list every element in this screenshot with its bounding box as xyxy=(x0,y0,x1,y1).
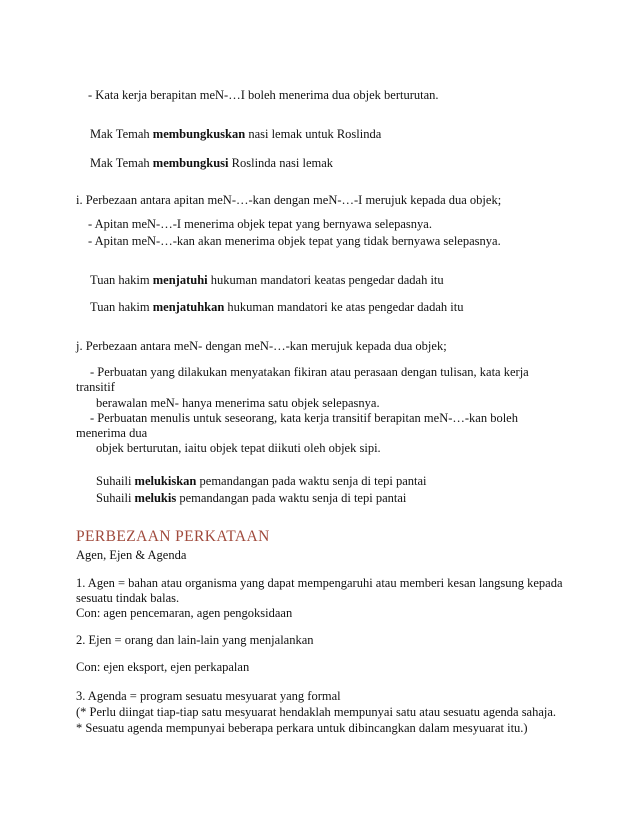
example-prefix: Suhaili xyxy=(96,491,135,505)
point-line: berawalan meN- hanya menerima satu objek selepasnya. xyxy=(96,396,380,410)
section-subtitle: Agen, Ejen & Agenda xyxy=(76,548,187,562)
example-prefix: Tuan hakim xyxy=(90,300,153,314)
example-line xyxy=(90,127,381,142)
example-suffix: hukuman mandatori keatas pengedar dadah itu xyxy=(207,273,444,287)
example-suffix: Roslinda nasi lemak xyxy=(228,156,334,170)
point-line: - Apitan meN-…-I menerima objek tepat yang bernyawa selepasnya. xyxy=(88,217,432,231)
definition-line: sesuatu tindak balas. xyxy=(76,591,180,605)
section-heading: PERBEZAAN PERKATAAN xyxy=(76,528,270,545)
example-line xyxy=(90,273,444,288)
example-line xyxy=(90,300,463,315)
example-prefix: Tuan hakim xyxy=(90,273,153,287)
point-line: - Perbuatan menulis untuk seseorang, kata kerja transitif berapitan meN-…-kan boleh xyxy=(90,411,518,425)
definition-line: 2. Ejen = orang dan lain-lain yang menjalankan xyxy=(76,633,314,647)
example-verb: membungkuskan xyxy=(152,127,246,141)
example-line: Con: agen pencemaran, agen pengoksidaan xyxy=(76,606,293,620)
example-verb: menjatuhkan xyxy=(152,300,225,314)
point-line: - Perbuatan yang dilakukan menyatakan fikiran atau perasaan dengan tulisan, kata kerja xyxy=(90,365,529,379)
note-line: * Sesuatu agenda mempunyai beberapa perkara untuk dibincangkan dalam mesyuarat itu.) xyxy=(76,721,528,735)
point-line: objek berturutan, iaitu objek tepat diikuti oleh objek sipi. xyxy=(96,441,381,455)
point-line: menerima dua xyxy=(76,426,148,440)
example-verb: melukiskan xyxy=(134,474,197,488)
example-suffix: hukuman mandatori ke atas pengedar dadah itu xyxy=(224,300,464,314)
example-verb: membungkusi xyxy=(152,156,229,170)
example-verb: melukis xyxy=(134,491,177,505)
definition-line: 3. Agenda = program sesuatu mesyuarat yang formal xyxy=(76,689,341,703)
note-line: - Kata kerja berapitan meN-…I boleh menerima dua objek berturutan. xyxy=(88,88,439,102)
example-verb: menjatuhi xyxy=(152,273,208,287)
example-line xyxy=(96,474,427,489)
example-suffix: nasi lemak untuk Roslinda xyxy=(245,127,382,141)
example-line: Con: ejen eksport, ejen perkapalan xyxy=(76,660,250,674)
example-prefix: Suhaili xyxy=(96,474,135,488)
definition-line: 1. Agen = bahan atau organisma yang dapat mempengaruhi atau memberi kesan langsung kepada xyxy=(76,576,563,590)
point-line: transitif xyxy=(76,380,115,394)
example-prefix: Mak Temah xyxy=(90,127,153,141)
point-line: - Apitan meN-…-kan akan menerima objek tepat yang tidak bernyawa selepasnya. xyxy=(88,234,501,248)
example-suffix: pemandangan pada waktu senja di tepi pantai xyxy=(176,491,407,505)
note-line: (* Perlu diingat tiap-tiap satu mesyuarat hendaklah mempunyai satu atau sesuatu agenda sahaja. xyxy=(76,705,557,719)
example-line xyxy=(90,156,333,171)
example-suffix: pemandangan pada waktu senja di tepi pantai xyxy=(196,474,427,488)
section-j-title: j. Perbezaan antara meN- dengan meN-…-kan merujuk kepada dua objek; xyxy=(76,339,447,353)
example-prefix: Mak Temah xyxy=(90,156,153,170)
section-i-title: i. Perbezaan antara apitan meN-…-kan dengan meN-…-I merujuk kepada dua objek; xyxy=(76,193,502,207)
example-line xyxy=(96,491,406,506)
